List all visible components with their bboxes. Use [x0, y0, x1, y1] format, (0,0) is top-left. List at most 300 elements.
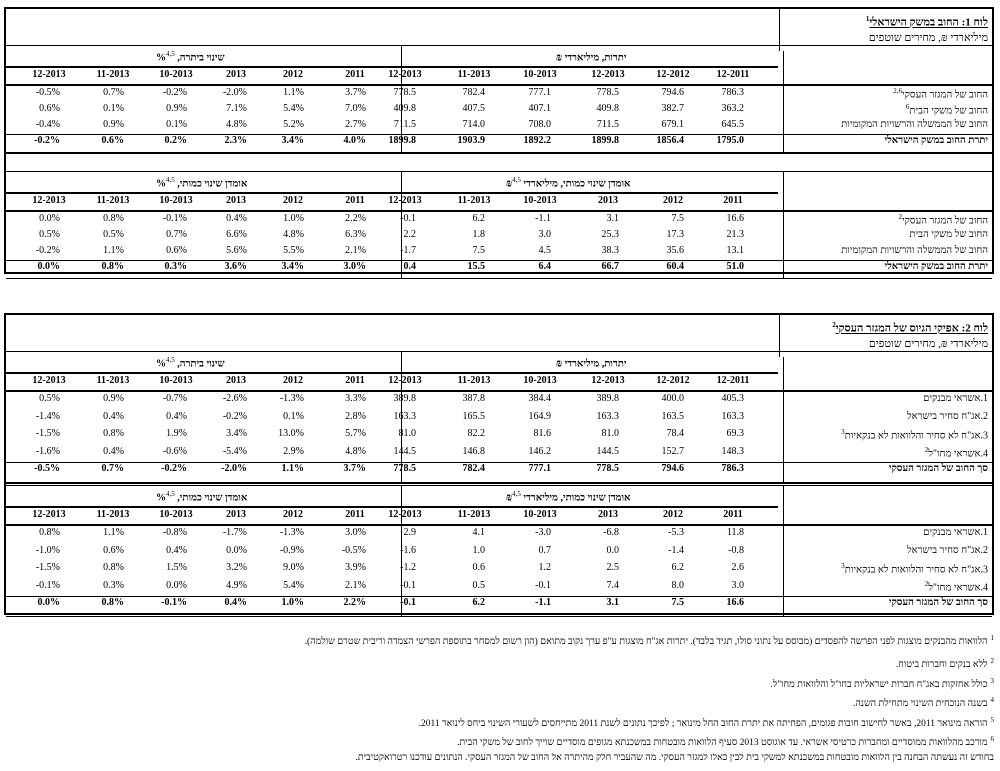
row-label-text: סך החוב של המגזר העסקי [888, 597, 988, 608]
value-cell: 0.0 [606, 544, 619, 556]
block-top-line [6, 45, 992, 46]
row-label-footnote: 2 [924, 445, 929, 454]
col-header-top-line [6, 506, 778, 508]
value-cell: 794.6 [661, 87, 684, 98]
value-cell: 7.5 [671, 213, 684, 224]
footnote-number: 5 [990, 716, 994, 724]
percent-cell: 1.1% [103, 245, 124, 256]
percent-cell: 0.6% [101, 135, 124, 146]
col-header: 12-2013 [388, 69, 422, 80]
value-cell: 0.4 [403, 261, 416, 272]
right-group-header-text: יתרות, מיליארדי ₪ [556, 52, 627, 64]
right-group-header [506, 176, 630, 189]
col-header: 2012 [283, 509, 303, 520]
percent-cell: 2.7% [345, 119, 366, 130]
value-cell: 405.3 [721, 393, 744, 404]
percent-cell: -1.6% [35, 445, 60, 457]
value-cell: 409.8 [596, 103, 619, 114]
row-label-text: החוב של הממשלה והרשויות המקומיות [841, 119, 988, 130]
left-group-header-footnote: 4,5 [166, 176, 175, 184]
total-row-line [6, 260, 992, 261]
value-cell: 645.5 [721, 119, 744, 130]
table-1 [4, 7, 994, 274]
row-label [889, 463, 988, 474]
left-group-header-footnote: 4,5 [166, 490, 175, 498]
col-header: 2013 [226, 375, 246, 386]
percent-cell: 0.5% [39, 229, 60, 240]
percent-cell: 0.4% [103, 445, 124, 457]
col-header: 11-2013 [96, 69, 130, 80]
footnote-text: הוראה מינואר 2011, באשר לחישוב חובות פגומים, הפחיתה את יתרת החוב החל מינואר ; לפיכך נתונים לשנת 2011 מתייחסים לשעורי השינוי ביחס לינואר 2011. [418, 719, 988, 730]
row-label [923, 393, 988, 404]
col-header: 12-2012 [656, 375, 690, 386]
percent-cell: 6.6% [226, 229, 247, 240]
value-cell: 1903.9 [457, 135, 485, 146]
percent-cell: 0.6% [103, 544, 124, 556]
block-bottom-line [6, 616, 992, 617]
row-label-text: 4.אשראי מחו"ל [928, 581, 988, 593]
col-header-top-line [6, 66, 778, 68]
value-cell: -1.6 [400, 544, 416, 556]
row-label [909, 229, 988, 240]
value-cell: 1795.0 [716, 135, 744, 146]
value-cell: 8.0 [671, 579, 684, 591]
col-header: 11-2013 [457, 69, 491, 80]
col-header: 10-2013 [523, 195, 557, 206]
value-cell: 2.2 [403, 229, 416, 240]
row-label [841, 562, 988, 575]
right-group-header-footnote: 4,5 [512, 176, 521, 184]
percent-cell: 0.8% [103, 562, 124, 573]
percent-cell: 6.3% [345, 229, 366, 240]
col-header: 2013 [598, 509, 618, 520]
percent-cell: 2.8% [345, 410, 366, 422]
value-cell: -5.3 [668, 527, 684, 538]
value-cell: 407.1 [528, 103, 551, 114]
value-cell: 782.4 [462, 87, 485, 98]
col-header: 11-2013 [457, 375, 491, 386]
value-cell: 7.5 [671, 597, 684, 608]
value-cell: 144.5 [393, 445, 416, 457]
value-cell: 148.3 [721, 445, 744, 457]
footnote-text: בשנה הנוכחית השינוי מתחילת השנה. [853, 699, 988, 710]
block-top-line [6, 351, 992, 352]
label-divider [783, 51, 784, 152]
col-header: 2011 [345, 69, 365, 80]
value-cell: 1899.8 [388, 135, 416, 146]
percent-cell: -2.6% [222, 393, 247, 404]
footnote-text: ללא בנקים וחברות ביטוח. [895, 660, 988, 671]
col-header: 10-2013 [523, 375, 557, 386]
col-header: 12-2013 [388, 375, 422, 386]
percent-cell: -1.4% [35, 410, 60, 422]
percent-cell: -0.5% [341, 544, 366, 556]
value-cell: 0.7 [538, 544, 551, 556]
value-cell: 782.4 [462, 463, 485, 474]
percent-cell: 0.0% [226, 544, 247, 556]
percent-cell: -0.1% [161, 597, 187, 608]
percent-cell: 0.0% [166, 579, 187, 591]
row-label-footnote: 6 [905, 103, 910, 111]
percent-cell: -0.2% [35, 245, 60, 256]
percent-cell: 5.2% [283, 119, 304, 130]
row-label-footnote: 2 [898, 213, 902, 221]
value-cell: 13.1 [726, 245, 744, 256]
value-cell: 51.0 [726, 261, 744, 272]
value-cell: 1856.4 [656, 135, 684, 146]
percent-cell: 0.8% [39, 527, 60, 538]
value-cell: 2.5 [606, 562, 619, 573]
value-cell: 3.0 [538, 229, 551, 240]
left-group-header-text: אומדן שינוי כמותי, % [156, 492, 248, 504]
value-cell: 17.3 [666, 229, 684, 240]
right-group-header [556, 50, 626, 63]
percent-cell: -0.5% [35, 87, 60, 98]
value-cell: 794.6 [661, 463, 684, 474]
percent-cell: 0.9% [166, 103, 187, 114]
percent-cell: 4.8% [283, 229, 304, 240]
value-cell: 409.8 [393, 103, 416, 114]
col-header: 10-2013 [159, 69, 193, 80]
row-label-footnote: 3 [841, 428, 845, 436]
percent-cell: -0.2% [222, 410, 247, 422]
percent-cell: -2.0% [221, 463, 247, 474]
percent-cell: -0.2% [161, 463, 187, 474]
percent-cell: 0.0% [37, 597, 60, 608]
table-subtitle: מיליארדי ₪, מחירים שוטפים [868, 31, 988, 44]
value-cell: -0.1 [535, 579, 551, 591]
percent-cell: 7.0% [345, 103, 366, 114]
value-cell: -0.1 [400, 213, 416, 224]
percent-cell: -0.2% [34, 135, 60, 146]
percent-cell: 7.1% [226, 103, 247, 114]
footnote-number: 2 [990, 657, 994, 665]
percent-cell: 0.8% [101, 261, 124, 272]
left-group-header [156, 356, 225, 369]
value-cell: 2.6 [731, 562, 744, 573]
value-cell: 4.5 [538, 245, 551, 256]
value-cell: 15.5 [467, 261, 485, 272]
row-label [925, 446, 988, 459]
left-group-header-text: שינוי ביתרה, % [156, 52, 225, 64]
value-cell: -1.1 [535, 597, 551, 608]
col-header-bottom-line [6, 390, 992, 392]
row-label-text: 4.אשראי מחו"ל [928, 447, 988, 459]
row-label [841, 428, 988, 441]
value-cell: 69.3 [726, 428, 744, 439]
percent-cell: -0.6% [162, 445, 187, 457]
value-cell: 389.8 [393, 393, 416, 404]
col-header: 2012 [283, 195, 303, 206]
value-cell: 165.5 [462, 410, 485, 422]
percent-cell: -0.5% [34, 463, 60, 474]
value-cell: -1.2 [400, 562, 416, 573]
col-header: 12-2013 [388, 195, 422, 206]
percent-cell: 0.5% [103, 229, 124, 240]
value-cell: 146.2 [528, 445, 551, 457]
col-header-bottom-line [6, 210, 992, 212]
value-cell: 6.4 [538, 261, 551, 272]
percent-cell: -0.4% [35, 119, 60, 130]
percent-cell: -1.7% [222, 527, 247, 538]
percent-cell: 3.4% [281, 135, 304, 146]
percent-cell: -1.5% [35, 562, 60, 573]
block-top-line [6, 485, 992, 486]
percent-cell: 3.7% [345, 87, 366, 98]
value-cell: 60.4 [666, 261, 684, 272]
row-label [893, 87, 988, 100]
value-cell: 16.6 [726, 213, 744, 224]
percent-cell: 5.4% [283, 103, 304, 114]
table-title-text: לוח 1: החוב במשק הישראלי [869, 16, 988, 29]
total-row-line [6, 134, 992, 135]
left-group-header [156, 490, 247, 503]
col-header: 12-2011 [716, 69, 750, 80]
percent-cell: 0.4% [103, 410, 124, 422]
row-label-text: 3.אג"ח לא סחיר והלוואות לא בנקאיות [844, 564, 988, 576]
right-group-header-footnote: 4,5 [512, 490, 521, 498]
value-cell: 708.0 [528, 119, 551, 130]
value-cell: -1.7 [400, 245, 416, 256]
percent-cell: 0.9% [103, 393, 124, 404]
row-label-text: החוב של המגזר העסקי [901, 89, 988, 101]
row-label-text: החוב של משקי הבית [909, 229, 988, 240]
table-2 [4, 313, 994, 615]
percent-cell: -0.2% [162, 87, 187, 98]
col-header-top-line [6, 192, 778, 194]
percent-cell: 4.8% [226, 119, 247, 130]
col-header: 10-2013 [523, 509, 557, 520]
percent-cell: 0.1% [166, 119, 187, 130]
percent-cell: 4.0% [343, 135, 366, 146]
row-label [898, 213, 988, 226]
percent-cell: 0.2% [164, 135, 187, 146]
value-cell: 1.2 [538, 562, 551, 573]
percent-cell: 5.7% [345, 428, 366, 439]
col-header-bottom-line [6, 524, 992, 526]
table-title-footnote: 2 [832, 321, 836, 329]
percent-cell: 5.6% [226, 245, 247, 256]
row-label [841, 119, 988, 130]
right-group-header-text: יתרות, מיליארדי ₪ [556, 358, 627, 370]
footnote [9, 657, 994, 670]
value-cell: 711.5 [596, 119, 619, 130]
percent-cell: 2.2% [343, 597, 366, 608]
percent-cell: 3.9% [345, 562, 366, 573]
col-header: 10-2013 [159, 509, 193, 520]
row-label-text: סך החוב של המגזר העסקי [888, 463, 988, 474]
percent-cell: 2.2% [345, 213, 366, 224]
right-group-header [506, 490, 630, 503]
footnote-text: כולל אחזקות באג"ח חברות ישראליות בחו"ל והלוואות מחו"ל. [770, 680, 988, 691]
percent-cell: 0.9% [103, 119, 124, 130]
percent-cell: 3.7% [343, 463, 366, 474]
value-cell: 389.8 [596, 393, 619, 404]
value-cell: 382.7 [661, 103, 684, 114]
value-cell: 778.5 [596, 463, 619, 474]
value-cell: 163.3 [596, 410, 619, 422]
col-header: 11-2013 [96, 375, 130, 386]
percent-cell: 3.3% [345, 393, 366, 404]
percent-cell: 4.8% [345, 445, 366, 457]
col-header: 2011 [345, 195, 365, 206]
col-header: 12-2013 [388, 509, 422, 520]
footnote-number: 6 [990, 735, 994, 743]
value-cell: 363.2 [721, 103, 744, 114]
percent-cell: 2.1% [345, 579, 366, 591]
percent-cell: 3.0% [343, 261, 366, 272]
row-label-text: 2.אג"ח סחיר בישראל [906, 544, 988, 556]
label-divider [783, 171, 784, 278]
footnote [9, 696, 994, 709]
percent-cell: 3.0% [345, 527, 366, 538]
percent-cell: -0.1% [162, 213, 187, 224]
col-header: 2013 [598, 195, 618, 206]
row-label [925, 580, 988, 593]
value-cell: 11.8 [726, 527, 744, 538]
footnote-number: 4 [990, 696, 994, 704]
value-cell: 163.3 [393, 410, 416, 422]
value-cell: 2.9 [403, 527, 416, 538]
percent-cell: -5.4% [222, 445, 247, 457]
percent-cell: 1.1% [103, 527, 124, 538]
value-cell: 146.8 [462, 445, 485, 457]
value-cell: -0.8 [728, 544, 744, 556]
percent-cell: 0.4% [166, 410, 187, 422]
row-label [923, 527, 988, 538]
footnote [9, 716, 994, 729]
col-header: 11-2013 [457, 195, 491, 206]
value-cell: 714.0 [462, 119, 485, 130]
left-group-header-text: אומדן שינוי כמותי, % [156, 178, 248, 190]
row-label [841, 245, 988, 256]
col-header: 2013 [226, 69, 246, 80]
value-cell: 66.7 [601, 261, 619, 272]
percent-cell: 0.6% [166, 245, 187, 256]
percent-cell: 0.4% [226, 213, 247, 224]
col-header: 11-2013 [96, 195, 130, 206]
col-header: 10-2013 [523, 69, 557, 80]
table-title-footnote: 1 [865, 15, 870, 23]
percent-cell: 2.1% [345, 245, 366, 256]
value-cell: 711.5 [393, 119, 416, 130]
row-label-text: 1.אשראי מבנקים [923, 393, 988, 404]
value-cell: 384.4 [528, 393, 551, 404]
block-bottom-line [6, 278, 992, 279]
row-label-text: יתרת החוב במשק הישראלי [884, 261, 988, 272]
value-cell: 35.6 [666, 245, 684, 256]
value-cell: 78.4 [666, 428, 684, 439]
percent-cell: 0.7% [101, 463, 124, 474]
percent-cell: 1.0% [283, 213, 304, 224]
percent-cell: 0.1% [103, 103, 124, 114]
value-cell: 777.1 [528, 463, 551, 474]
value-cell: 21.3 [726, 229, 744, 240]
value-cell: 6.2 [671, 562, 684, 573]
row-label-footnote: 2,6 [893, 87, 902, 95]
value-cell: -0.1 [400, 579, 416, 591]
row-label-footnote: 3 [841, 562, 845, 570]
row-label [884, 135, 988, 146]
col-header: 2012 [663, 195, 683, 206]
col-header: 12-2013 [591, 69, 625, 80]
row-label-text: החוב של הממשלה והרשויות המקומיות [841, 245, 988, 256]
percent-cell: 5.5% [283, 245, 304, 256]
row-label-text: 3.אג"ח לא סחיר והלוואות לא בנקאיות [844, 430, 988, 442]
percent-cell: -0.1% [35, 579, 60, 591]
value-cell: -3.0 [535, 527, 551, 538]
right-group-header [556, 356, 626, 369]
percent-cell: 1.1% [281, 463, 304, 474]
percent-cell: -1.3% [279, 393, 304, 404]
percent-cell: 0.1% [283, 410, 304, 422]
percent-cell: 0.8% [103, 428, 124, 439]
value-cell: 82.2 [467, 428, 485, 439]
value-cell: 786.3 [721, 463, 744, 474]
block-divider [401, 171, 402, 278]
footnote-number: 1 [990, 634, 994, 642]
value-cell: 163.3 [721, 410, 744, 422]
value-cell: 81.0 [601, 428, 619, 439]
col-header: 12-2012 [656, 69, 690, 80]
col-header: 2011 [345, 509, 365, 520]
value-cell: 778.5 [393, 463, 416, 474]
footnote [9, 735, 994, 748]
percent-cell: 4.9% [226, 579, 247, 591]
percent-cell: -0.7% [162, 393, 187, 404]
value-cell: -6.8 [603, 527, 619, 538]
col-header: 10-2013 [159, 195, 193, 206]
percent-cell: 0.8% [101, 597, 124, 608]
percent-cell: 1.9% [166, 428, 187, 439]
row-label [906, 103, 988, 116]
percent-cell: 0.0% [37, 261, 60, 272]
value-cell: 81.6 [533, 428, 551, 439]
percent-cell: 0.4% [224, 597, 247, 608]
percent-cell: 0.3% [164, 261, 187, 272]
col-header: 2012 [283, 69, 303, 80]
footnote [9, 634, 994, 647]
value-cell: 407.5 [462, 103, 485, 114]
block-bottom-line [6, 152, 992, 154]
value-cell: 81.0 [398, 428, 416, 439]
row-label-footnote: 2 [924, 579, 929, 588]
total-row-line [6, 462, 992, 463]
row-label [889, 597, 988, 608]
right-group-header-text: אומדן שינוי כמותי, מיליארדי ₪ [506, 178, 631, 190]
value-cell: 4.1 [472, 527, 485, 538]
col-header: 11-2013 [457, 509, 491, 520]
value-cell: 38.3 [601, 245, 619, 256]
value-cell: 786.3 [721, 87, 744, 98]
value-cell: 6.2 [472, 213, 485, 224]
value-cell: 777.1 [528, 87, 551, 98]
col-header-top-line [6, 372, 778, 374]
value-cell: -0.1 [400, 597, 416, 608]
col-header: 11-2013 [96, 509, 130, 520]
row-label [907, 545, 988, 556]
value-cell: 1899.8 [591, 135, 619, 146]
percent-cell: 3.6% [224, 261, 247, 272]
table-title-text: לוח 2: אפיקי הגיוס של המגזר העסקי [835, 322, 988, 335]
percent-cell: 3.4% [226, 428, 247, 439]
footnote-text: מורכב מהלוואות ממוסדיים ומחברות כרטיסי אשראי. עד אוגוסט 2013 סעיף הלוואות מובטחות במשכנתא מגופים מוסדיים שוייך לחוב של משקי הבית. [456, 738, 988, 749]
col-header: 12-2013 [591, 375, 625, 386]
value-cell: 6.2 [472, 597, 485, 608]
left-group-header-text: שינוי ביתרה, % [156, 358, 225, 370]
value-cell: 25.3 [601, 229, 619, 240]
percent-cell: -1.5% [35, 428, 60, 439]
